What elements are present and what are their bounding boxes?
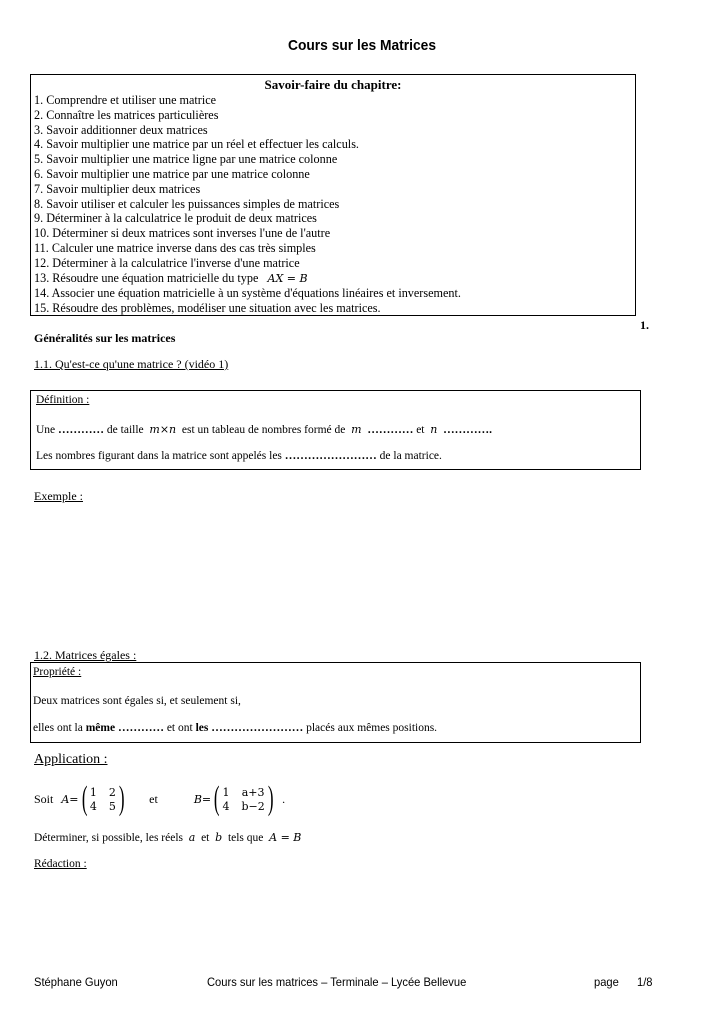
matrix-b-grid — [222, 786, 264, 813]
text: placés aux mêmes positions. — [303, 722, 438, 734]
text: est un tableau de nombres formé de — [179, 424, 349, 436]
skill-item: 1. Comprendre et utiliser une matrice — [34, 93, 217, 107]
subsection-1-1: 1.1. Qu'est-ce qu'une matrice ? (vidéo 1) — [34, 357, 229, 371]
skill-item: 2. Connaître les matrices particulières — [34, 107, 219, 122]
left-paren: ( — [81, 780, 88, 817]
cell: 5 — [108, 799, 116, 813]
definition-box — [30, 390, 641, 470]
subsection-1-2: 1.2. Matrices égales : — [34, 648, 137, 662]
cell: 4 — [89, 799, 97, 813]
definition-line-1 — [36, 423, 492, 436]
blank: ………… — [364, 424, 414, 436]
text: et ont — [163, 722, 196, 734]
matrix-a-name: A= — [61, 792, 79, 806]
skill-item: 8. Savoir utiliser et calculer les puissances simples de matrices — [34, 196, 340, 211]
matrix-b-name: B= — [193, 792, 212, 806]
right-paren: ) — [118, 780, 125, 817]
cell: 1 — [89, 785, 97, 799]
math: a — [188, 831, 196, 844]
skills-box — [30, 74, 636, 316]
text: Une — [36, 424, 59, 436]
text: de la matrice. — [376, 450, 442, 462]
blank: ………… — [58, 424, 105, 436]
text: tels que — [225, 832, 267, 844]
page-title: Cours sur les Matrices — [287, 37, 437, 54]
skill-item: 12. Déterminer à la calculatrice l'inverse d'une matrice — [34, 255, 300, 270]
redaction-label: Rédaction : — [34, 858, 87, 870]
definition-label: Définition : — [36, 394, 90, 406]
cell: 1 — [222, 785, 230, 799]
math: n — [430, 423, 438, 436]
application-label: Application : — [34, 752, 108, 767]
math: m×n — [149, 423, 177, 436]
skill-item: 15. Résoudre des problèmes, modéliser une situation avec les matrices. — [34, 301, 381, 316]
skill-item: 7. Savoir multiplier deux matrices — [34, 181, 201, 196]
matrix-a — [79, 780, 128, 817]
right-paren: ) — [267, 780, 274, 817]
footer-author: Stéphane Guyon — [34, 975, 118, 989]
math: A = B — [269, 831, 302, 844]
skill-item: 14. Associer une équation matricielle à un système d'équations linéaires et inversement. — [34, 286, 461, 301]
cell: b−2 — [241, 799, 265, 813]
cell: a+3 — [241, 785, 265, 799]
bold-word: même — [85, 722, 116, 734]
section-title: Généralités sur les matrices — [34, 331, 176, 345]
definition-line-2 — [36, 450, 442, 462]
property-line-2 — [33, 722, 437, 734]
cell: 2 — [108, 785, 116, 799]
et-text: et — [149, 791, 158, 806]
skill-item-13-text: 13. Résoudre une équation matricielle du type — [34, 270, 259, 285]
footer-page-value: 1/8 — [637, 975, 653, 989]
soit-text: Soit — [34, 791, 54, 806]
blank: ………… — [115, 722, 164, 734]
skill-item: 3. Savoir additionner deux matrices — [34, 122, 208, 137]
skill-item: 4. Savoir multiplier une matrice par un réel et effectuer les calculs. — [34, 137, 359, 152]
skill-item — [34, 271, 635, 287]
skill-item: 11. Calculer une matrice inverse dans des cas très simples — [34, 240, 316, 255]
math: m — [351, 423, 362, 436]
property-line-1: Deux matrices sont égales si, et seulement si, — [33, 695, 241, 707]
section-number: 1. — [640, 318, 649, 332]
blank: …………………… — [284, 450, 377, 462]
skill-item-13-math: AX = B — [267, 271, 308, 285]
footer-page-label: page — [594, 975, 619, 989]
footer-center: Cours sur les matrices – Terminale – Lycée Bellevue — [207, 975, 467, 989]
property-label: Propriété : — [33, 666, 82, 678]
skill-item: 9. Déterminer à la calculatrice le produit de deux matrices — [34, 211, 317, 226]
skill-item: 5. Savoir multiplier une matrice ligne par une matrice colonne — [34, 152, 338, 167]
text: de taille — [104, 424, 147, 436]
cell: 4 — [222, 799, 230, 813]
text: et — [198, 832, 213, 844]
application-question — [34, 831, 301, 844]
skills-list — [31, 93, 635, 316]
text: elles ont la — [33, 722, 86, 734]
blank: …………………… — [208, 722, 304, 734]
left-paren: ( — [213, 780, 220, 817]
text: Déterminer, si possible, les réels — [34, 832, 186, 844]
skill-item: 10. Déterminer si deux matrices sont inverses l'une de l'autre — [34, 226, 331, 241]
bold-word: les — [195, 722, 209, 734]
text: et — [413, 424, 428, 436]
matrix-a-grid — [90, 786, 116, 813]
exemple-label: Exemple : — [34, 489, 83, 503]
property-box — [30, 662, 641, 743]
text: Les nombres figurant dans la matrice sont appelés les — [36, 450, 285, 462]
application-matrices — [34, 780, 286, 817]
blank: …………. — [440, 424, 492, 436]
matrix-b — [211, 780, 276, 817]
skill-item: 6. Savoir multiplier une matrice par une matrice colonne — [34, 166, 310, 181]
period: . — [282, 791, 286, 806]
skills-header: Savoir-faire du chapitre: — [264, 77, 402, 92]
math: b — [215, 831, 223, 844]
